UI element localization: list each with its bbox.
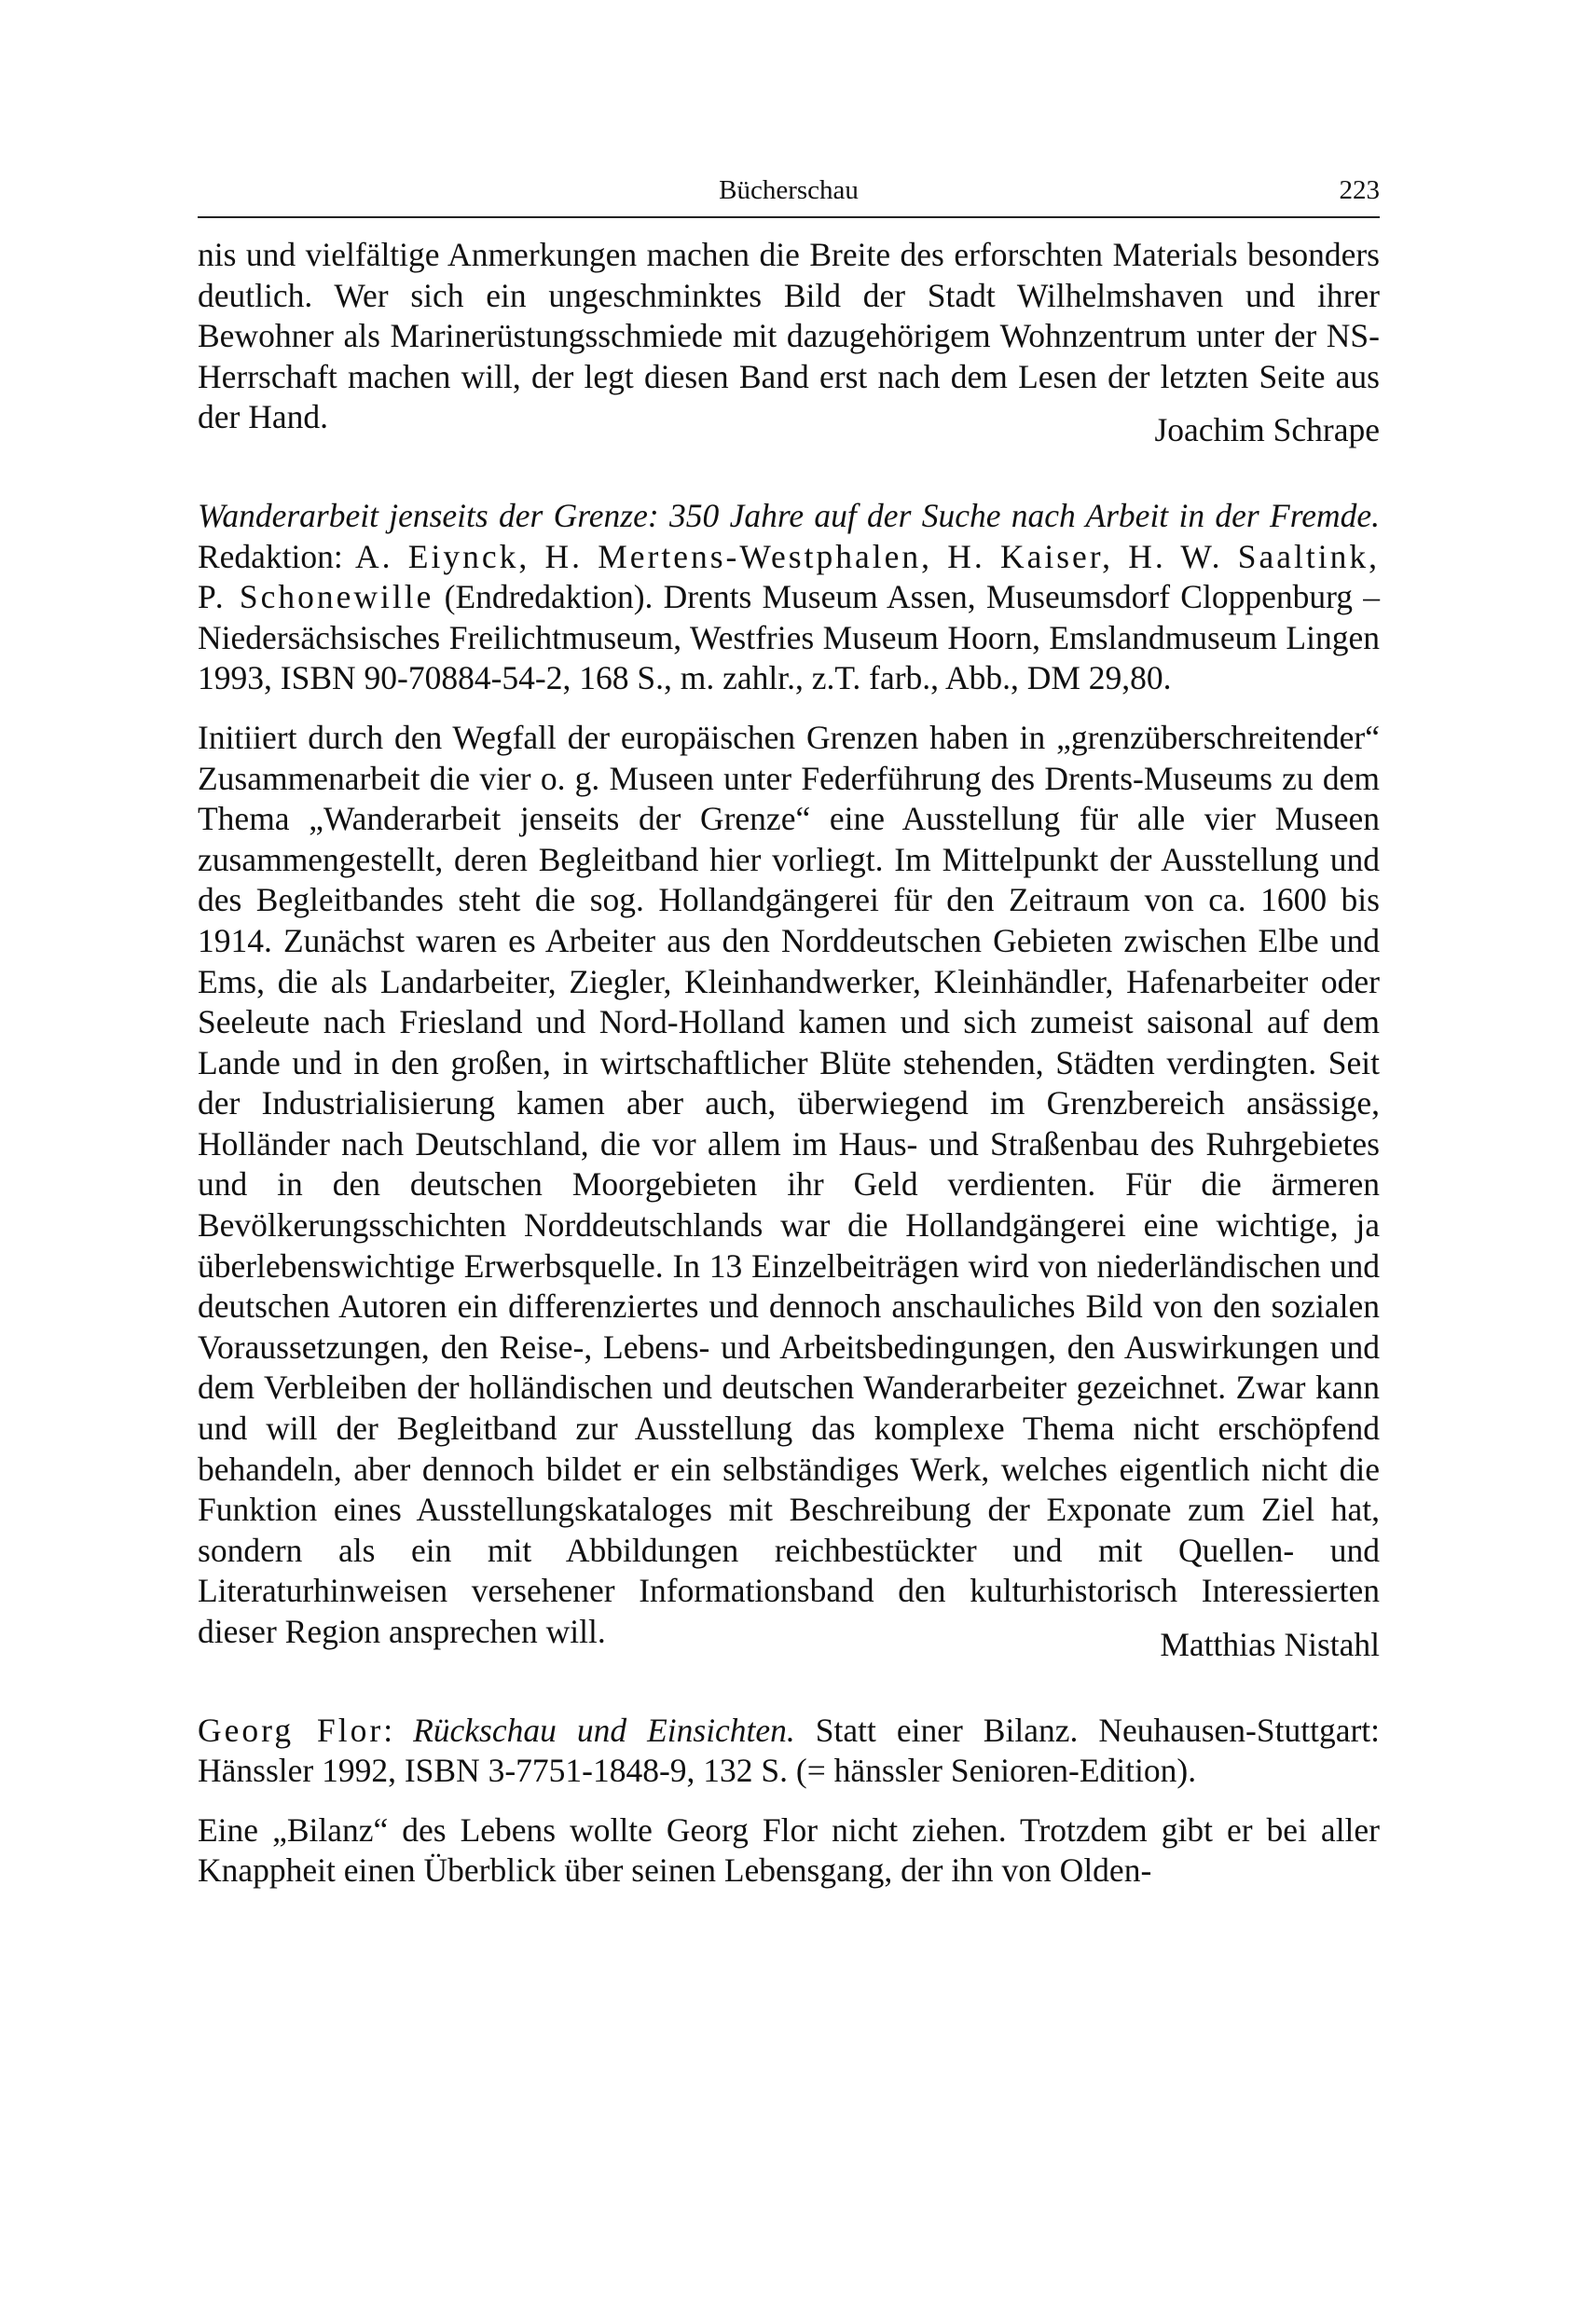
- review-2-editors: A. Eiynck, H. Mertens-Westphalen, H. Kaiser, H. W. Saaltink, P. Schonewille: [198, 537, 1380, 616]
- page-number: 223: [1339, 175, 1380, 205]
- review-2-citation-rest: (Endredaktion). Drents Museum Assen, Museumsdorf Cloppenburg – Niedersächsisches Freilichtmuseum, Westfries Museum Hoorn, Emslandmuseum Lingen 1993, ISBN 90-70884-54-2, 168 S., m. zahlr., z.T. farb., Abb., DM 29,80.: [198, 578, 1380, 697]
- review-3-text: Eine „Bilanz“ des Lebens wollte Georg Flor nicht ziehen. Trotzdem gibt er bei aller Knappheit einen Überblick über seinen Lebensgang, der ihn von Olden-: [198, 1810, 1380, 1890]
- page-body: [198, 235, 1380, 1892]
- review-3-title: Rückschau und Einsichten.: [413, 1711, 795, 1749]
- review-1-text: nis und vielfältige Anmerkungen machen die Breite des erforschten Materials besonders deutlich. Wer sich ein ungeschminktes Bild der Stadt Wilhelmshaven und ihrer Bewohner als Marinerüstungsschmiede mit dazugehörigem Wohnzentrum unter der NS-Herrschaft machen will, der legt diesen Band erst nach dem Lesen der letzten Seite aus der Hand.: [198, 236, 1380, 436]
- review-2-reviewer: Matthias Nistahl: [1160, 1626, 1380, 1663]
- review-2-body: [198, 718, 1380, 1663]
- review-2-citation: [198, 496, 1380, 699]
- review-3-author-sep: :: [383, 1711, 393, 1749]
- review-1-reviewer: Joachim Schrape: [1154, 411, 1380, 449]
- review-1: [198, 235, 1380, 451]
- review-3-citation: [198, 1711, 1380, 1792]
- review-3-author: Georg Flor: [198, 1711, 384, 1749]
- running-title: Bücherschau: [719, 175, 859, 205]
- page: [198, 168, 1380, 1892]
- review-1-body: [198, 235, 1380, 449]
- review-2-citation-lead: Redaktion:: [198, 537, 343, 575]
- review-3-citation-rest: Statt einer Bilanz. Neuhausen-Stuttgart: Hänssler 1992, ISBN 3-7751-1848-9, 132 S. (= hänssler Senioren-Edition).: [198, 1711, 1380, 1790]
- review-3-body: [198, 1810, 1380, 1892]
- review-2-text: Initiiert durch den Wegfall der europäischen Grenzen haben in „grenzüberschreitender“ Zusammenarbeit die vier o. g. Museen unter Federführung des Drents-Museums zu dem Thema „Wanderarbeit jenseits der Grenze“ eine Ausstellung für alle vier Museen zusammengestellt, deren Begleitband hier vorliegt. Im Mittelpunkt der Ausstellung und des Begleitbandes steht die sog. Hollandgängerei für den Zeitraum von ca. 1600 bis 1914. Zunächst waren es Arbeiter aus den Norddeutschen Gebieten zwischen Elbe und Ems, die als Landarbeiter, Ziegler, Kleinhandwerker, Kleinhändler, Hafenarbeiter oder Seeleute nach Friesland und Nord-Holland kamen und sich zumeist saisonal auf dem Lande und in den großen, in wirtschaftlicher Blüte stehenden, Städten verdingten. Seit der Industrialisierung kamen aber auch, überwiegend im Grenzbereich ansässige, Holländer nach Deutschland, die vor allem im Haus- und Straßenbau des Ruhrgebietes und in den deutschen Moorgebieten ihr Geld verdienten. Für die ärmeren Bevölkerungsschichten Norddeutschlands war die Hollandgängerei eine wichtige, ja überlebenswichtige Erwerbsquelle. In 13 Einzelbeiträgen wird von niederländischen und deutschen Autoren ein differenziertes und dennoch anschauliches Bild von den sozialen Voraussetzungen, den Reise-, Lebens- und Arbeitsbedingungen, den Auswirkungen und dem Verbleiben der holländischen und deutschen Wanderarbeiter gezeichnet. Zwar kann und will der Begleitband zur Ausstellung das komplexe Thema nicht erschöpfend behandeln, aber dennoch bildet er ein selbständiges Werk, welches eigentlich nicht die Funktion eines Ausstellungskataloges mit Beschreibung der Exponate zum Ziel hat, sondern als ein mit Abbildungen reichbestückter und mit Quellen- und Literaturhinweisen versehener Informationsband den kulturhistorisch Interessierten dieser Region ansprechen will.: [198, 718, 1380, 1650]
- review-2: [198, 718, 1380, 1666]
- review-2-title: Wanderarbeit jenseits der Grenze: 350 Jahre auf der Suche nach Arbeit in der Fremde.: [198, 496, 1380, 534]
- running-header: [198, 168, 1380, 218]
